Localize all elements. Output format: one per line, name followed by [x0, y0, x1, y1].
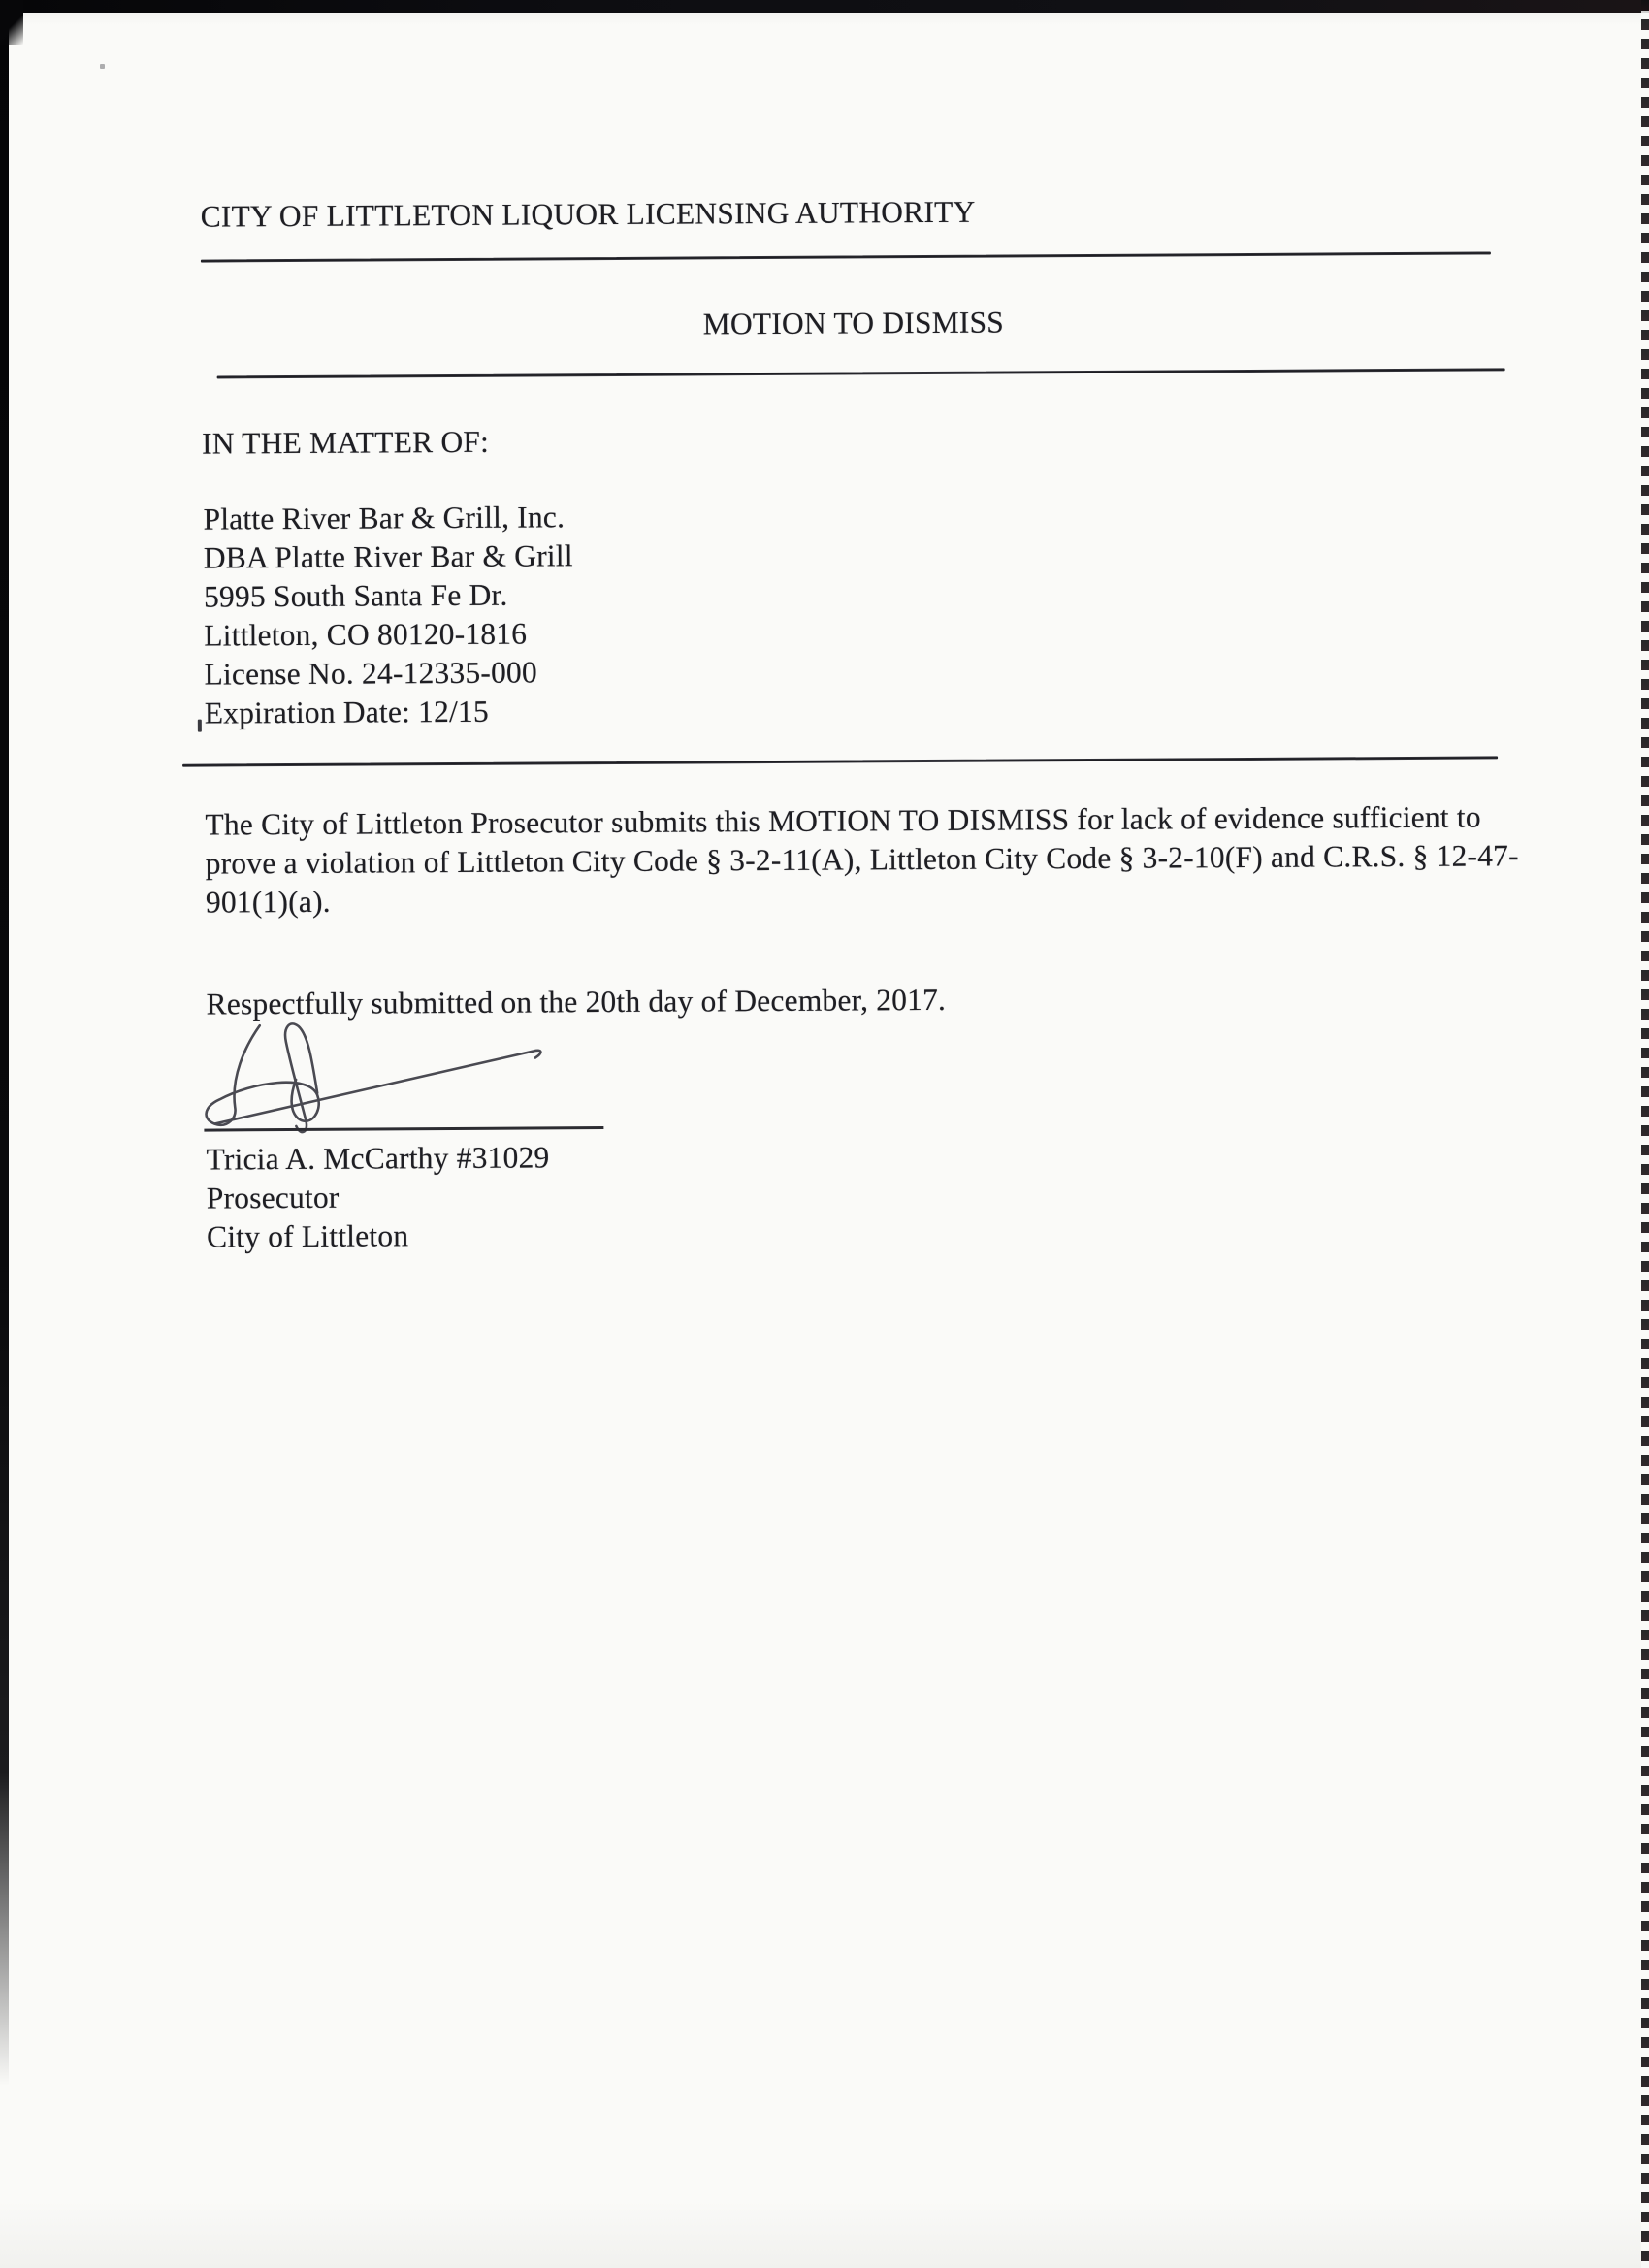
signer-name: Tricia A. McCarthy #31029	[206, 1140, 550, 1177]
signer-organization: City of Littleton	[206, 1218, 409, 1254]
document-title: MOTION TO DISMISS	[702, 305, 1005, 341]
respondent-dba-line: DBA Platte River Bar & Grill	[203, 538, 573, 575]
scan-edge-left	[0, 0, 9, 2086]
respondent-license-line: License No. 24-12335-000	[204, 655, 537, 692]
scan-edge-corner	[0, 0, 23, 45]
rule-under-authority	[201, 251, 1491, 262]
scan-speck	[100, 64, 105, 69]
rule-under-respondent	[182, 756, 1498, 766]
scan-speck	[198, 720, 202, 732]
motion-body-paragraph: The City of Littleton Prosecutor submits this MOTION TO DISMISS for lack of evidence sufficient to prove a violation of Littleton City Code § 3-2-11(A), Littleton City Code § 3-2-10(F) and C.R.S. § 12-47-901(1)(a).	[205, 799, 1519, 920]
matter-heading: IN THE MATTER OF:	[201, 424, 490, 461]
submission-line: Respectfully submitted on the 20th day of December, 2017.	[206, 982, 947, 1021]
authority-heading: CITY OF LITTLETON LIQUOR LICENSING AUTHORITY	[200, 194, 976, 234]
signer-title: Prosecutor	[206, 1180, 340, 1215]
respondent-expiration-line: Expiration Date: 12/15	[204, 694, 489, 730]
scan-edge-right-perforation	[1641, 0, 1649, 2268]
scan-edge-top	[0, 0, 1649, 13]
rule-under-title	[217, 368, 1505, 378]
respondent-street-line: 5995 South Santa Fe Dr.	[203, 577, 508, 614]
respondent-name-line: Platte River Bar & Grill, Inc.	[203, 500, 566, 536]
respondent-city-line: Littleton, CO 80120-1816	[204, 616, 528, 653]
